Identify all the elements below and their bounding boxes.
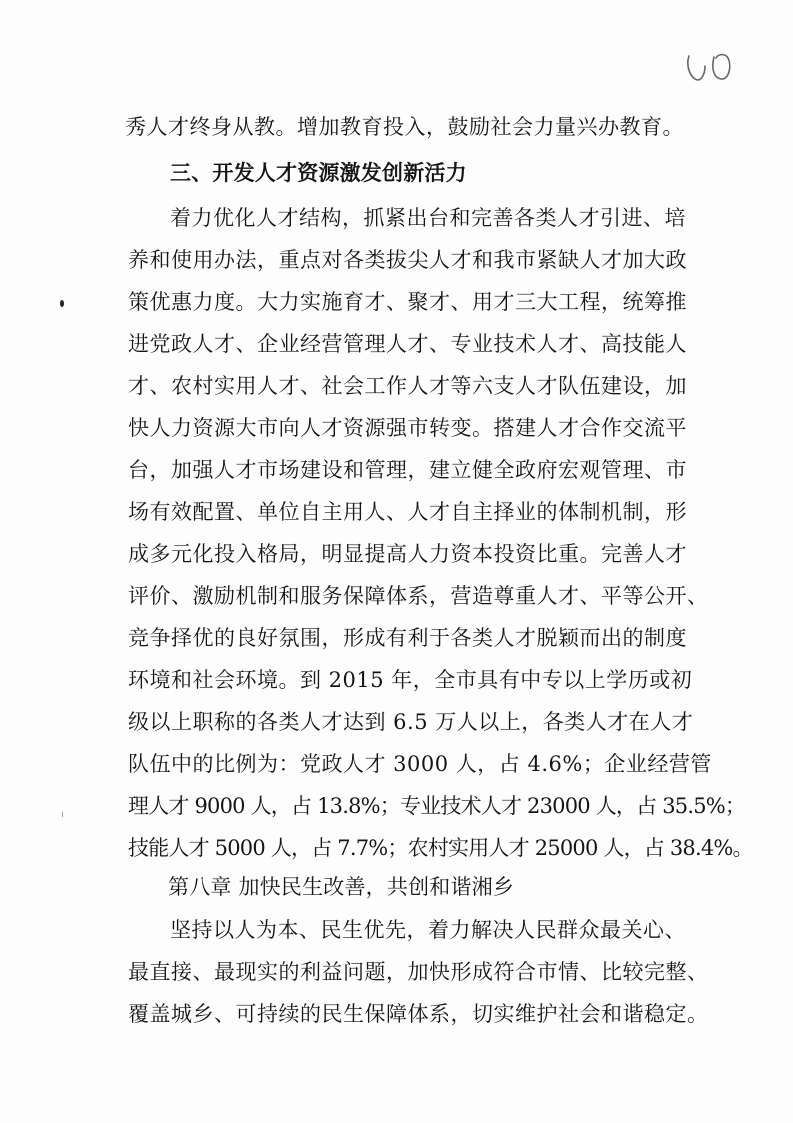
text-line: 进党政人才、企业经营管理人才、专业技术人才、高技能人 — [128, 332, 687, 356]
handwritten-page-number — [683, 47, 738, 87]
scan-mark — [62, 812, 63, 817]
text-line: 台，加强人才市场建设和管理，建立健全政府宏观管理、市 — [128, 458, 687, 482]
text-line: 成多元化投入格局，明显提高人力资本投资比重。完善人才 — [128, 542, 687, 566]
text-line: 秀人才终身从教。增加教育投入，鼓励社会力量兴办教育。 — [125, 115, 684, 139]
text-line: 最直接、最现实的利益问题，加快形成符合市情、比较完整、 — [128, 960, 709, 984]
text-line: 养和使用办法，重点对各类拔尖人才和我市紧缺人才加大政 — [128, 248, 687, 272]
text-line: 快人力资源大市向人才资源强市转变。搭建人才合作交流平 — [128, 416, 687, 440]
text-line: 评价、激励机制和服务保障体系，营造尊重人才、平等公开、 — [128, 584, 709, 608]
paragraph-first-line: 坚持以人为本、民生优先，着力解决人民群众最关心、 — [170, 918, 686, 942]
section-heading: 三、开发人才资源激发创新活力 — [170, 160, 467, 185]
text-line: 才、农村实用人才、社会工作人才等六支人才队伍建设，加 — [128, 374, 687, 398]
chapter-heading: 第八章 加快民生改善，共创和谐湘乡 — [168, 875, 515, 899]
paragraph-first-line: 着力优化人才结构，抓紧出台和完善各类人才引进、培 — [170, 206, 686, 230]
text-line: 策优惠力度。大力实施育才、聚才、用才三大工程，统筹推 — [128, 290, 687, 314]
text-line: 队伍中的比例为：党政人才 3000 人，占 4.6%；企业经营管 — [128, 752, 712, 776]
text-line: 场有效配置、单位自主用人、人才自主择业的体制机制，形 — [128, 500, 687, 524]
text-line: 竞争择优的良好氛围，形成有利于各类人才脱颖而出的制度 — [128, 626, 687, 650]
scan-speck — [60, 300, 64, 307]
text-line: 技能人才 5000 人，占 7.7%；农村实用人才 25000 人，占 38.4%。 — [128, 836, 753, 860]
text-line: 级以上职称的各类人才达到 6.5 万人以上，各类人才在人才 — [128, 710, 694, 734]
text-line: 环境和社会环境。到 2015 年，全市具有中专以上学历或初 — [128, 668, 693, 692]
text-line: 理人才 9000 人，占 13.8%；专业技术人才 23000 人，占 35.5%； — [128, 794, 746, 818]
text-line: 覆盖城乡、可持续的民生保障体系，切实维护社会和谐稳定。 — [128, 1002, 709, 1026]
